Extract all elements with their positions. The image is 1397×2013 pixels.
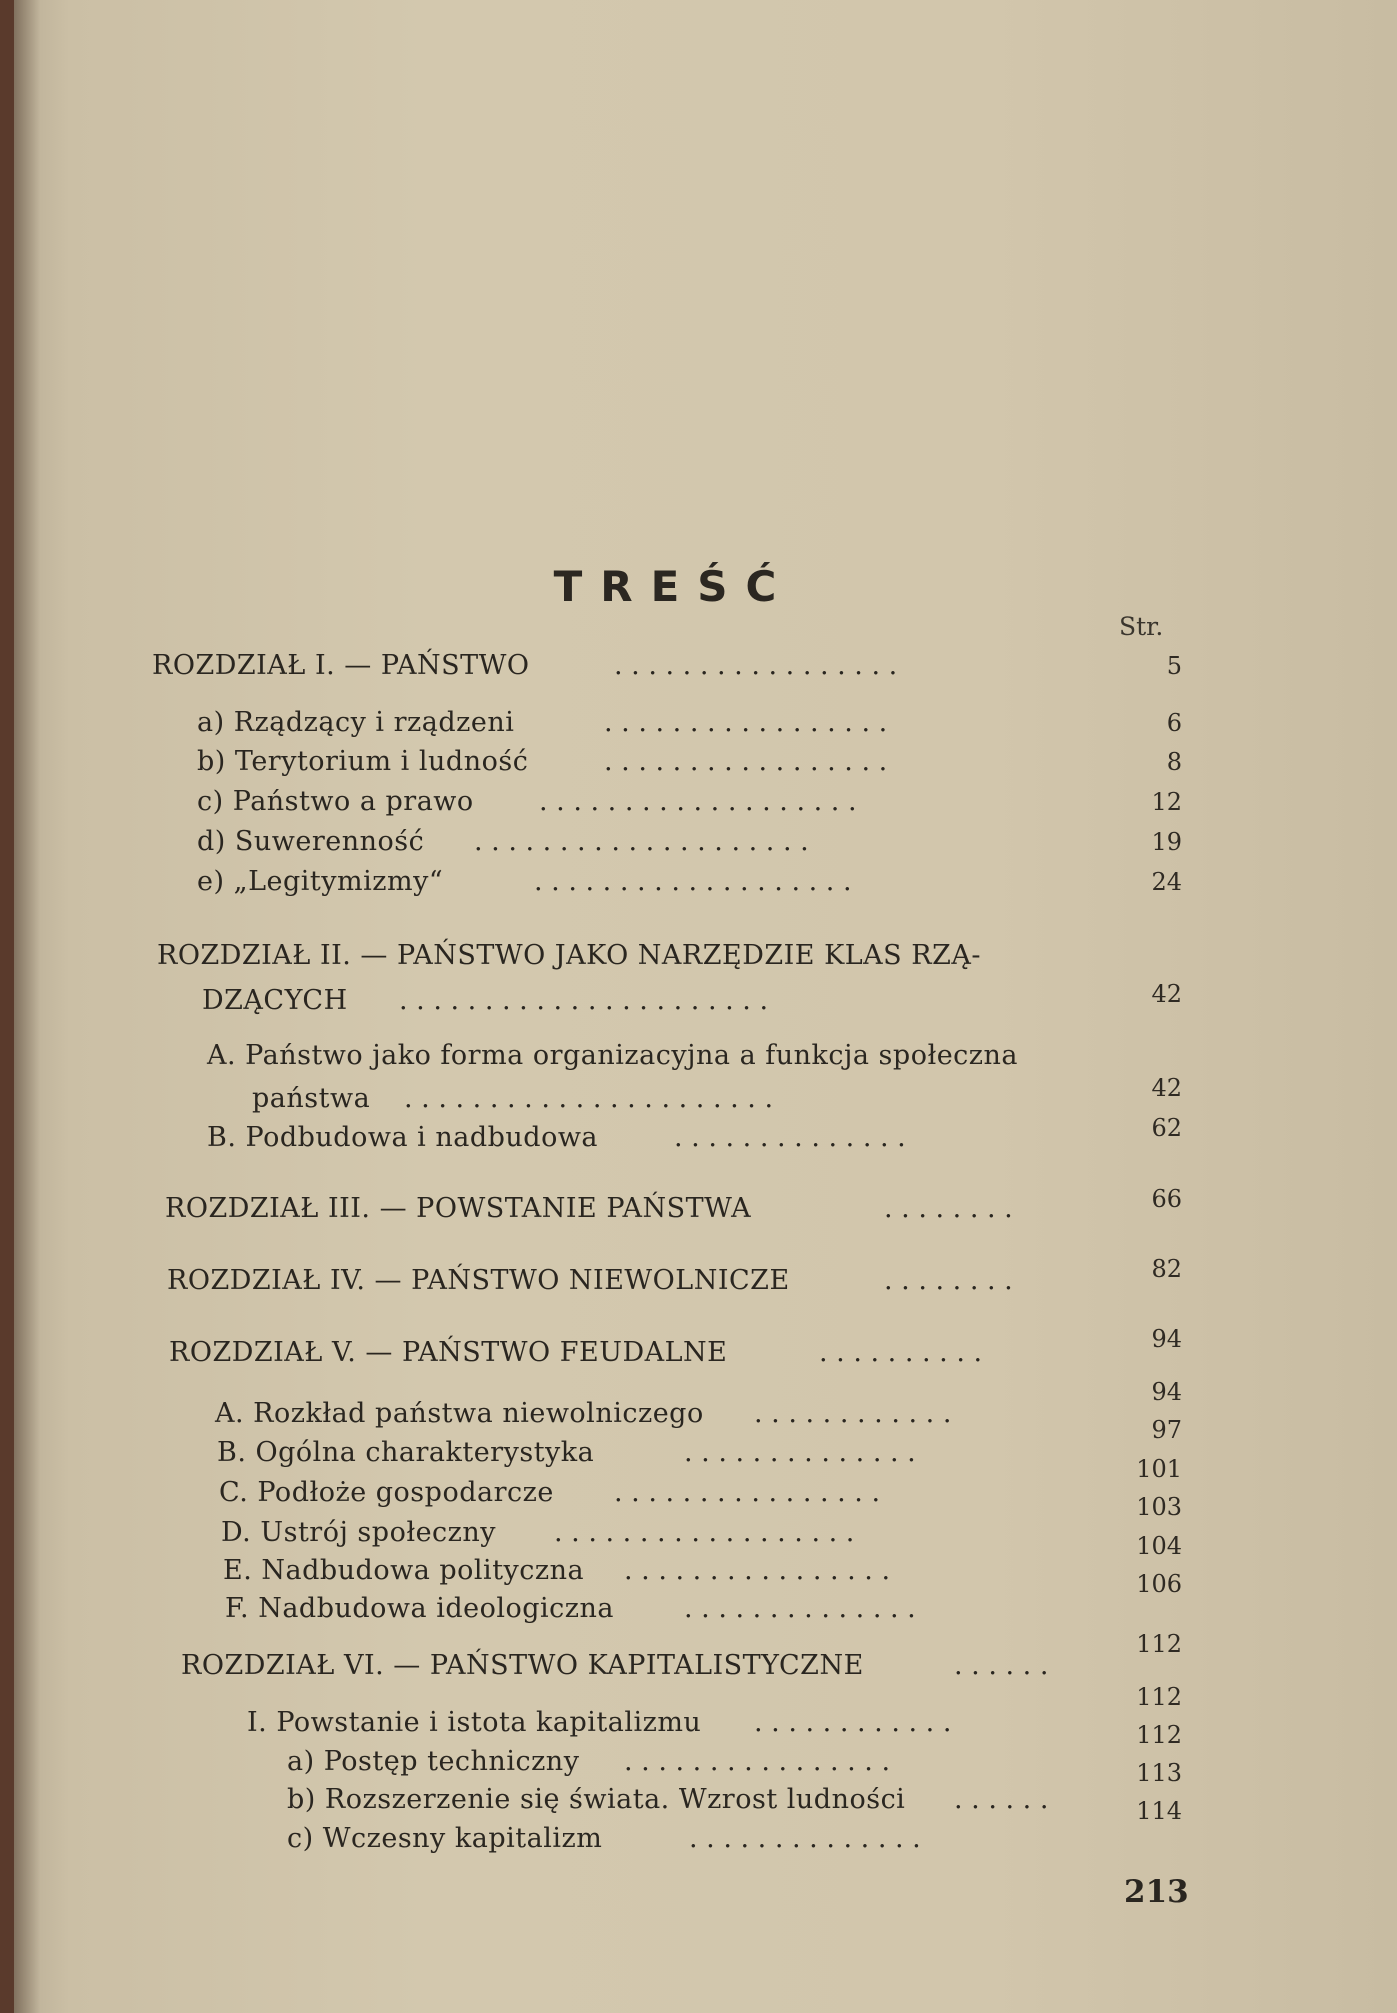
toc-entry [223,1555,584,1586]
table-of-contents [14,0,1397,2013]
toc-entry [152,650,530,681]
toc-page-number: 114 [1136,1797,1182,1825]
toc-entry-label: b) Rozszerzenie się świata. Wzrost ludności [287,1784,906,1815]
toc-page-number: 82 [1151,1255,1182,1283]
toc-entry-label: d) Suwerenność [197,826,425,857]
toc-page-number: 19 [1151,828,1182,856]
toc-entry-label: c) Państwo a prawo [197,786,474,817]
toc-page-number: 66 [1151,1185,1182,1213]
dot-leader: . . . . . . . . . . . . [754,1707,952,1738]
toc-entry [287,1823,602,1854]
dot-leader: . . . . . . . . . . . . . . . . [624,1555,891,1586]
toc-page-number: 94 [1151,1325,1182,1353]
dot-leader: . . . . . . . . . . . . . . [684,1593,916,1624]
dot-leader: . . . . . . . . . . . . . . . . . . . . . . [404,1083,774,1114]
toc-page-number: 42 [1151,1074,1182,1102]
toc-entry [207,1040,1018,1071]
toc-entry-label: ROZDZIAŁ II. — PAŃSTWO JAKO NARZĘDZIE KLAS RZĄ- [157,940,981,971]
toc-entry-label: a) Postęp techniczny [287,1746,580,1777]
dot-leader: . . . . . . . . [884,1265,1013,1296]
toc-entry-label: państwa [252,1083,371,1114]
toc-page-number: 104 [1136,1532,1182,1560]
toc-entry [287,1746,579,1777]
dot-leader: . . . . . . . . . . . . . . . . [614,1477,881,1508]
toc-entry [157,940,981,971]
toc-entry [165,1193,751,1224]
toc-entry-label: ROZDZIAŁ IV. — PAŃSTWO NIEWOLNICZE [167,1265,790,1296]
dot-leader: . . . . . . . . [884,1193,1013,1224]
toc-entry-label: DZĄCYCH [202,985,348,1016]
page-title: TREŚĆ [553,562,795,611]
dot-leader: . . . . . . . . . . . . . . . . . . . . . . [399,985,769,1016]
dot-leader: . . . . . . [954,1784,1049,1815]
dot-leader: . . . . . . . . . . . . . . [689,1823,921,1854]
toc-entry-label: F. Nadbudowa ideologiczna [225,1593,614,1624]
toc-entry-label: a) Rządzący i rządzeni [197,707,515,738]
toc-page-number: 112 [1136,1721,1182,1749]
toc-entry [169,1337,727,1368]
toc-entry [225,1593,614,1624]
toc-entry [167,1265,790,1296]
dot-leader: . . . . . . . . . . [819,1337,983,1368]
dot-leader: . . . . . . . . . . . . . . [684,1437,916,1468]
toc-page-number: 97 [1151,1416,1182,1444]
toc-entry [217,1437,594,1468]
dot-leader: . . . . . . . . . . . . . . . . . . . . [474,826,809,857]
toc-page-number: 94 [1151,1378,1182,1406]
toc-entry-label: A. Rozkład państwa niewolniczego [215,1398,704,1429]
toc-entry-label: e) „Legitymizmy“ [197,866,444,897]
toc-entry-label: ROZDZIAŁ VI. — PAŃSTWO KAPITALISTYCZNE [181,1650,864,1681]
dot-leader: . . . . . . . . . . . . . . . . . . . [534,866,852,897]
toc-entry-label: A. Państwo jako forma organizacyjna a funkcja społeczna [207,1040,1019,1071]
page-column-label: Str. [1119,612,1164,641]
toc-page-number: 101 [1136,1455,1182,1483]
toc-page-number: 5 [1166,652,1182,680]
toc-entry [181,1650,864,1681]
toc-entry-label: B. Podbudowa i nadbudowa [207,1122,599,1153]
toc-entry-label: c) Wczesny kapitalizm [287,1823,603,1854]
toc-entry-label: ROZDZIAŁ III. — POWSTANIE PAŃSTWA [165,1193,752,1224]
dot-leader: . . . . . . . . . . . . . . . . . . [554,1517,855,1548]
book-page [14,0,1397,2013]
toc-entry-label: D. Ustrój społeczny [221,1517,497,1548]
dot-leader: . . . . . . . . . . . . . . . . . [604,746,888,777]
toc-entry-label: b) Terytorium i ludność [197,746,529,777]
toc-page-number: 24 [1151,868,1182,896]
toc-entry [197,746,528,777]
toc-page-number: 113 [1136,1759,1182,1787]
dot-leader: . . . . . . . . . . . . [754,1398,952,1429]
toc-entry [247,1707,701,1738]
dot-leader: . . . . . . . . . . . . . . . . . [614,650,898,681]
toc-page-number: 112 [1136,1630,1182,1658]
toc-page-number: 12 [1151,788,1182,816]
toc-page-number: 62 [1151,1114,1182,1142]
toc-entry [197,826,424,857]
toc-entry [219,1477,554,1508]
toc-entry [202,985,348,1016]
toc-page-number: 8 [1166,748,1182,776]
toc-page-number: 6 [1166,709,1182,737]
toc-entry [287,1784,905,1815]
toc-page-number: 106 [1136,1570,1182,1598]
toc-entry-label: ROZDZIAŁ I. — PAŃSTWO [152,650,530,681]
dot-leader: . . . . . . [954,1650,1049,1681]
toc-entry-label: C. Podłoże gospodarcze [219,1477,554,1508]
dot-leader: . . . . . . . . . . . . . . . . . [604,707,888,738]
toc-page-number: 103 [1136,1493,1182,1521]
toc-entry [197,786,474,817]
dot-leader: . . . . . . . . . . . . . . . . . . . [539,786,857,817]
toc-page-number: 42 [1151,980,1182,1008]
page-folio-number: 213 [1124,1874,1189,1910]
toc-entry [215,1398,704,1429]
toc-entry [252,1083,370,1114]
toc-entry-label: E. Nadbudowa polityczna [223,1555,585,1586]
toc-entry-label: I. Powstanie i istota kapitalizmu [247,1707,702,1738]
toc-entry [197,866,443,897]
toc-entry [197,707,514,738]
toc-entry-label: ROZDZIAŁ V. — PAŃSTWO FEUDALNE [169,1337,728,1368]
toc-page-number: 112 [1136,1683,1182,1711]
dot-leader: . . . . . . . . . . . . . . . . [624,1746,891,1777]
dot-leader: . . . . . . . . . . . . . . [674,1122,906,1153]
toc-entry [207,1122,598,1153]
toc-entry-label: B. Ogólna charakterystyka [217,1437,595,1468]
toc-entry [221,1517,496,1548]
